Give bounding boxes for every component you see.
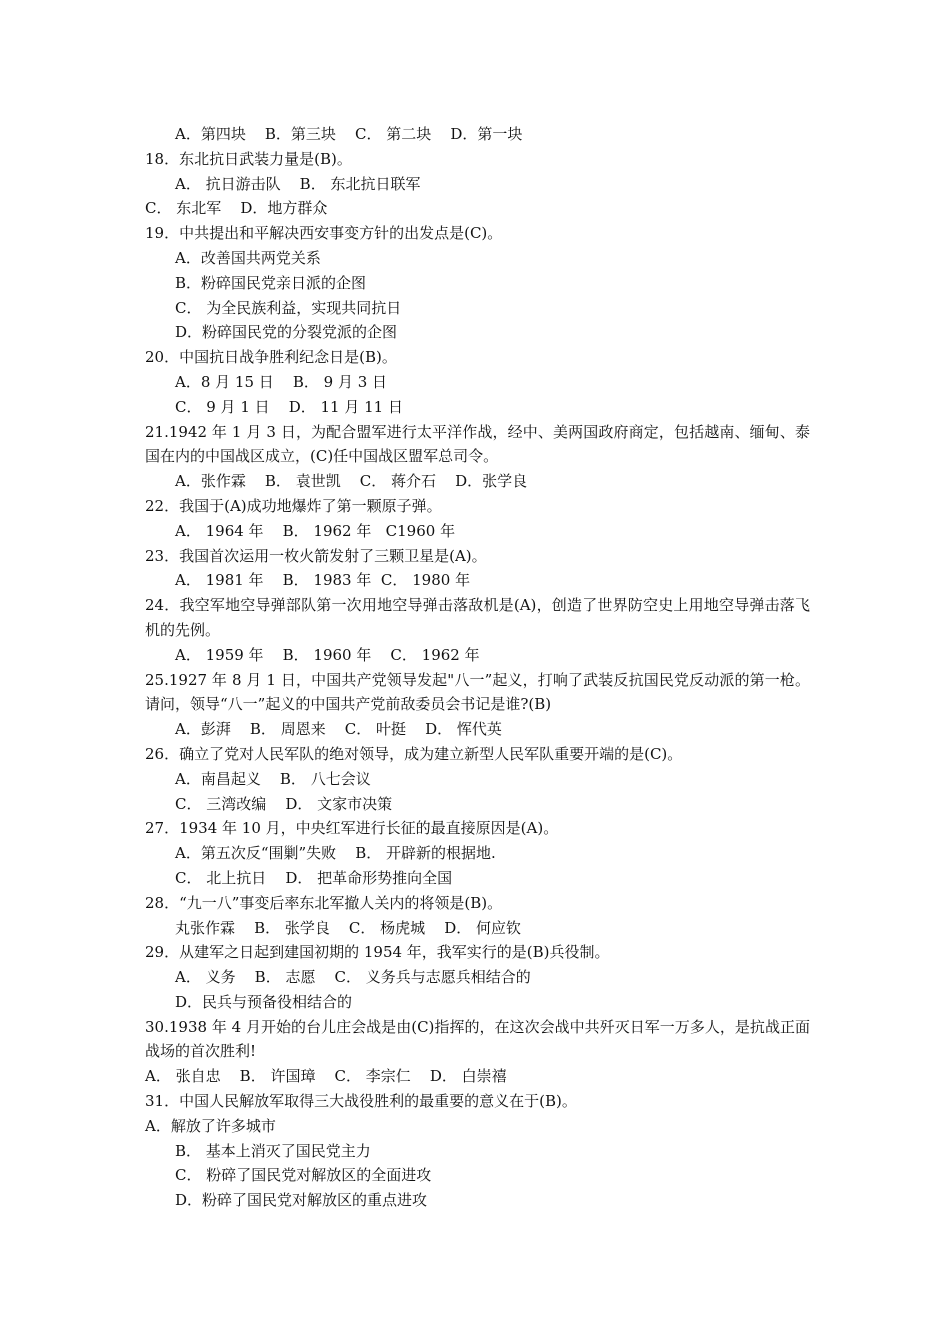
- q25-options: A．彭湃 B． 周恩来 C． 叶挺 D． 恽代英: [175, 720, 502, 739]
- q17-options: A．第四块 B．第三块 C． 第二块 D．第一块: [175, 125, 523, 143]
- question-22: 22．我国于(A)成功地爆炸了第一颗原子弹。: [145, 496, 442, 515]
- q22-options: A． 1964 年 B． 1962 年 C1960 年: [175, 521, 456, 540]
- q31-option-b: B． 基本上消灭了国民党主力: [175, 1141, 371, 1160]
- question-23: 23．我国首次运用一枚火箭发射了三颗卫星是(A)。: [145, 546, 487, 565]
- question-21: 21.1942 年 1 月 3 日，为配合盟军进行太平洋作战，经中、美两国政府商定，包括越南、缅甸、泰国在内的中国战区成立，(C)任中国战区盟军总司令。: [145, 422, 810, 466]
- question-28: 28．“九一八”事变后率东北军撤人关内的将领是(B)。: [145, 893, 503, 912]
- question-20: 20．中国抗日战争胜利纪念日是(B)。: [145, 348, 397, 367]
- q31-option-d: D．粉碎了国民党对解放区的重点进攻: [175, 1191, 428, 1210]
- q20-options-line2: C． 9 月 1 日 D． 11 月 11 日: [175, 397, 403, 416]
- q19-option-a: A．改善国共两党关系: [175, 248, 321, 267]
- question-27: 27．1934 年 10 月，中央红军进行长征的最直接原因是(A)。: [145, 819, 559, 838]
- question-31: 31．中国人民解放军取得三大战役胜利的最重要的意义在于(B)。: [145, 1092, 577, 1111]
- q21-options: A．张作霖 B． 袁世凯 C． 蒋介石 D．张学良: [175, 472, 528, 491]
- question-26: 26．确立了党对人民军队的绝对领导，成为建立新型人民军队重要开端的是(C)。: [145, 744, 683, 763]
- question-19: 19．中共提出和平解决西安事变方针的出发点是(C)。: [145, 224, 503, 243]
- q29-options-line1: A． 义务 B． 志愿 C． 义务兵与志愿兵相结合的: [175, 968, 531, 987]
- q30-options: A． 张自忠 B． 许国璋 C． 李宗仁 D． 白崇禧: [145, 1067, 507, 1086]
- q26-options-line2: C． 三湾改编 D． 文家市决策: [175, 794, 393, 813]
- q27-options-line1: A．第五次反“围剿”失败 B． 开辟新的根据地.: [175, 844, 496, 863]
- question-29: 29．从建军之日起到建国初期的 1954 年，我军实行的是(B)兵役制。: [145, 943, 610, 962]
- q19-option-d: D．粉碎国民党的分裂党派的企图: [175, 323, 398, 342]
- q26-options-line1: A．南昌起义 B． 八七会议: [175, 769, 371, 788]
- question-24: 24．我空军地空导弹部队第一次用地空导弹击落敌机是(A)，创造了世界防空史上用地空导弹击落飞机的先例。: [145, 596, 810, 639]
- q20-options-line1: A．8 月 15 日 B． 9 月 3 日: [175, 372, 388, 391]
- question-25: 25.1927 年 8 月 1 日，中国共产党领导发起"八一”起义，打响了武装反抗国民党反动派的第一枪。请问，领导“八一”起义的中国共产党前敌委员会书记是谁?(B): [145, 670, 810, 714]
- q29-options-line2: D．民兵与预备役相结合的: [175, 992, 353, 1011]
- q18-options-line2: C． 东北军 D．地方群众: [145, 199, 328, 218]
- q24-options: A． 1959 年 B． 1960 年 C． 1962 年: [175, 645, 480, 664]
- q31-option-a: A．解放了许多城市: [145, 1116, 276, 1135]
- q19-option-b: B．粉碎国民党亲日派的企图: [175, 273, 367, 292]
- q27-options-line2: C． 北上抗日 D． 把革命形势推向全国: [175, 868, 453, 887]
- q18-options-line1: A． 抗日游击队 B． 东北抗日联军: [175, 174, 421, 193]
- question-30: 30.1938 年 4 月开始的台儿庄会战是由(C)指挥的，在这次会战中共歼灭日军一万多人，是抗战正面战场的首次胜利!: [145, 1017, 810, 1061]
- question-18: 18．东北抗日武装力量是(B)。: [145, 149, 352, 168]
- q31-option-c: C． 粉碎了国民党对解放区的全面进攻: [175, 1166, 432, 1185]
- q19-option-c: C． 为全民族利益，实现共同抗日: [175, 298, 402, 317]
- document-page: [0, 122, 950, 1213]
- q28-options: 丸张作霖 B． 张学良 C． 杨虎城 D． 何应钦: [175, 918, 522, 937]
- q23-options: A． 1981 年 B． 1983 年 C． 1980 年: [175, 571, 471, 590]
